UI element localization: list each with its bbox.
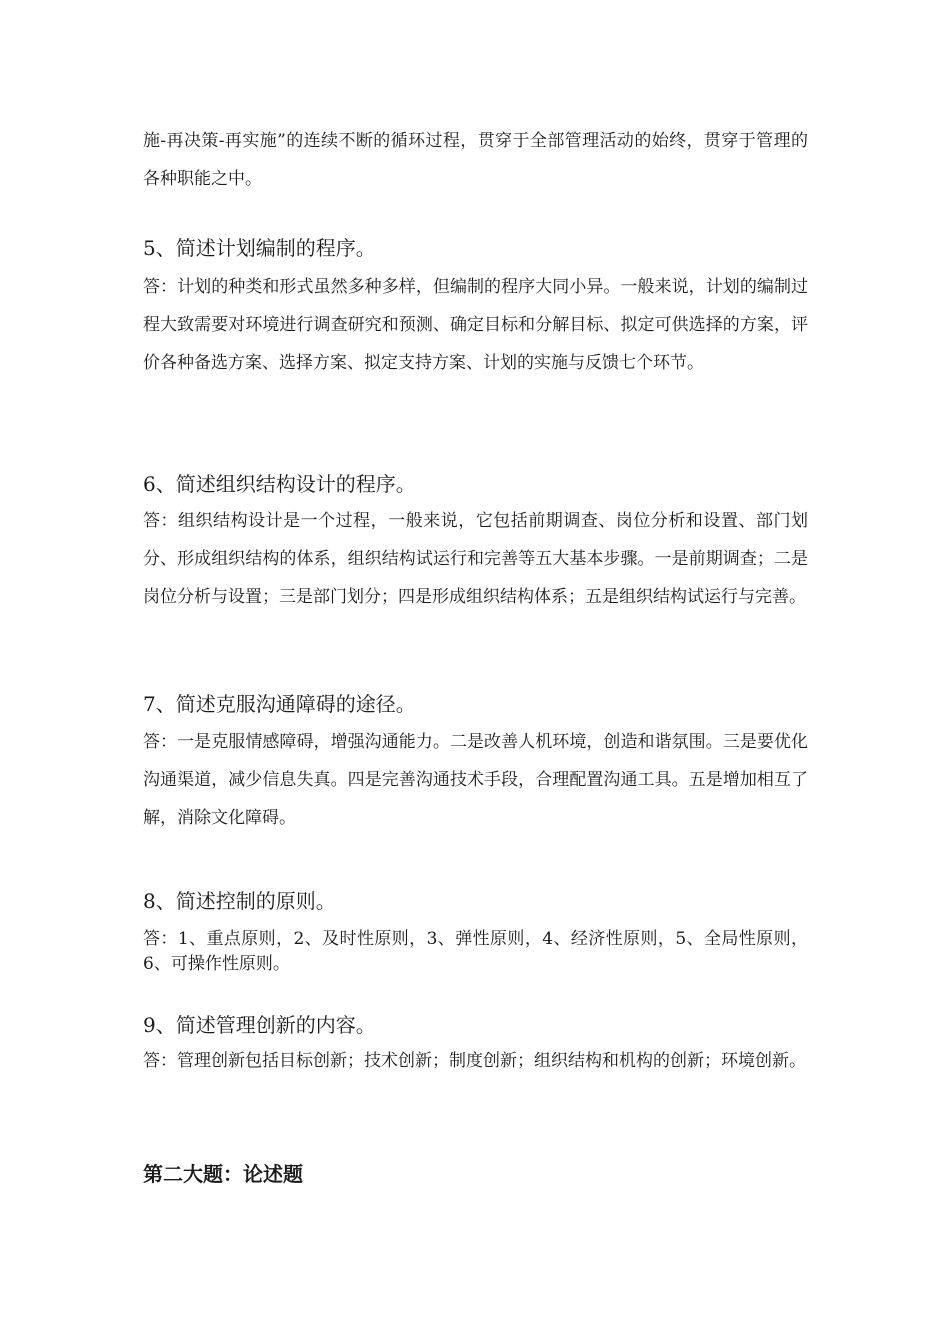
- qa-answer-6: [143, 502, 808, 616]
- qa-answer-9: [143, 1049, 808, 1074]
- answer-paragraph: 答：组织结构设计是一个过程，一般来说，它包括前期调查、岗位分析和设置、部门划分、形成组织结构的体系，组织结构试运行和完善等五大基本步骤。一是前期调查；二是岗位分析与设置；三是部门划分；四是形成组织结构体系；五是组织结构试运行与完善。: [143, 511, 808, 607]
- qa-item-7: [143, 690, 808, 718]
- question-heading: 7、简述克服沟通障碍的途径。: [143, 692, 416, 716]
- qa-item-6: [143, 470, 808, 498]
- answer-paragraph: 答：计划的种类和形式虽然多种多样，但编制的程序大同小异。一般来说，计划的编制过程大致需要对环境进行调查研究和预测、确定目标和分解目标、拟定可供选择的方案，评价各种备选方案、选择方案、拟定支持方案、计划的实施与反馈七个环节。: [143, 277, 808, 373]
- qa-item-8: [143, 887, 808, 915]
- section-title: 第二大题：论述题: [143, 1162, 303, 1186]
- intro-block: [143, 122, 808, 198]
- question-heading: 5、简述计划编制的程序。: [143, 236, 376, 260]
- question-heading: 6、简述组织结构设计的程序。: [143, 472, 416, 496]
- question-heading: 9、简述管理创新的内容。: [143, 1013, 376, 1037]
- answer-paragraph: 答：一是克服情感障碍，增强沟通能力。二是改善人机环境，创造和谐氛围。三是要优化沟通渠道，减少信息失真。四是完善沟通技术手段，合理配置沟通工具。五是增加相互了解，消除文化障碍。: [143, 732, 808, 828]
- section-block: [143, 1160, 808, 1188]
- qa-answer-7: [143, 723, 808, 837]
- intro-paragraph: 施-再决策-再实施”的连续不断的循环过程，贯穿于全部管理活动的始终，贯穿于管理的各种职能之中。: [143, 131, 808, 189]
- answer-paragraph: 答：1、重点原则，2、及时性原则，3、弹性原则，4、经济性原则，5、全局性原则，6、可操作性原则。: [143, 929, 808, 974]
- qa-answer-8: [143, 927, 808, 977]
- question-heading: 8、简述控制的原则。: [143, 889, 336, 913]
- qa-item-5: [143, 234, 808, 262]
- qa-answer-5: [143, 268, 808, 382]
- answer-paragraph: 答：管理创新包括目标创新；技术创新；制度创新；组织结构和机构的创新；环境创新。: [143, 1051, 806, 1071]
- qa-item-9: [143, 1011, 808, 1039]
